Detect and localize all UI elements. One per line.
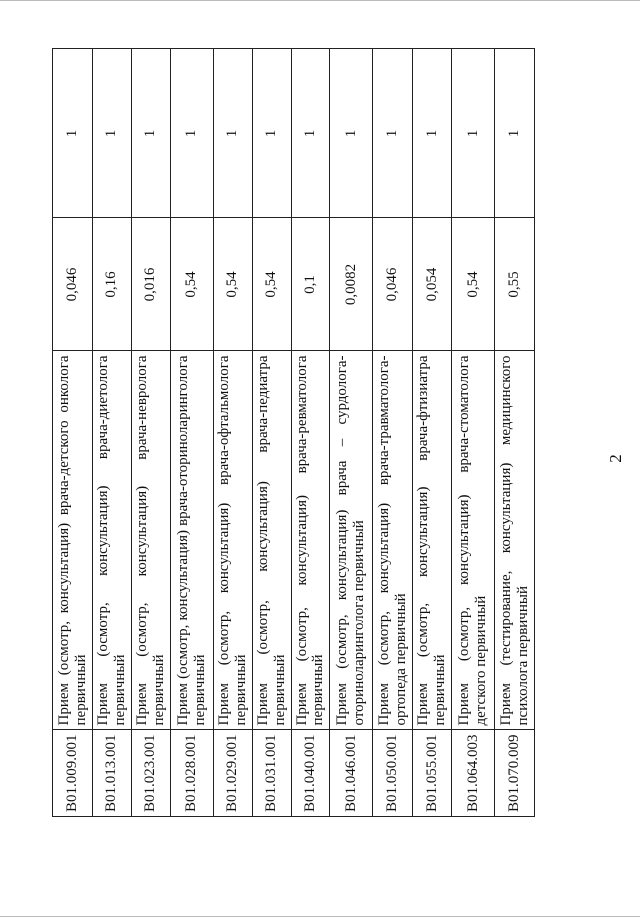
coefficient-cell: 0,55 [495,218,535,351]
service-name-cell: Прием (осмотр, консультация) врача – сурдолога-оториноларинголога первичный [330,351,373,730]
table-row [413,49,452,817]
service-code-cell: B01.070.009 [495,730,535,817]
table-row [53,49,93,817]
service-name-cell: Прием (осмотр, консультация) врача-диетолога первичный [93,351,132,730]
multiplicity-cell: 1 [373,49,413,218]
service-name-cell: Прием (осмотр, консультация) врача-стоматолога детского первичный [452,351,495,730]
multiplicity-cell: 1 [170,49,213,218]
multiplicity-cell: 1 [330,49,373,218]
service-name-cell: Прием (осмотр, консультация) врача-ревматолога первичный [291,351,330,730]
services-table [52,48,535,817]
service-name-cell: Прием (осмотр, консультация) врача-детского онколога первичный [53,351,93,730]
coefficient-cell: 0,1 [291,218,330,351]
service-name-cell: Прием (осмотр, консультация) врача-фтизиатра первичный [413,351,452,730]
multiplicity-cell: 1 [93,49,132,218]
multiplicity-cell: 1 [495,49,535,218]
service-name-cell: Прием (осмотр, консультация) врача-оториноларинголога первичный [170,351,213,730]
table-row [252,49,291,817]
services-table-body [53,49,535,817]
table-row [170,49,213,817]
service-code-cell: B01.046.001 [330,730,373,817]
coefficient-cell: 0,016 [131,218,170,351]
coefficient-cell: 0,054 [413,218,452,351]
table-row [495,49,535,817]
service-name-cell: Прием (осмотр, консультация) врача-травматолога-ортопеда первичный [373,351,413,730]
service-code-cell: B01.050.001 [373,730,413,817]
multiplicity-cell: 1 [131,49,170,218]
table-row [131,49,170,817]
table-row [330,49,373,817]
multiplicity-cell: 1 [213,49,252,218]
service-code-cell: B01.028.001 [170,730,213,817]
coefficient-cell: 0,54 [252,218,291,351]
service-code-cell: B01.031.001 [252,730,291,817]
page-edge-right [0,0,640,1]
table-row [213,49,252,817]
service-code-cell: B01.013.001 [93,730,132,817]
page-number: 2 [606,454,625,463]
coefficient-cell: 0,54 [213,218,252,351]
service-code-cell: B01.040.001 [291,730,330,817]
service-name-cell: Прием (осмотр, консультация) врача-невролога первичный [131,351,170,730]
service-code-cell: B01.023.001 [131,730,170,817]
service-name-cell: Прием (осмотр, консультация) врача-педиатра первичный [252,351,291,730]
service-name-cell: Прием (осмотр, консультация) врача-офтальмолога первичный [213,351,252,730]
service-code-cell: B01.029.001 [213,730,252,817]
coefficient-cell: 0,54 [170,218,213,351]
multiplicity-cell: 1 [252,49,291,218]
table-row [291,49,330,817]
table-row [452,49,495,817]
service-code-cell: B01.055.001 [413,730,452,817]
coefficient-cell: 0,16 [93,218,132,351]
service-code-cell: B01.064.003 [452,730,495,817]
coefficient-cell: 0,046 [53,218,93,351]
multiplicity-cell: 1 [413,49,452,218]
table-row [373,49,413,817]
multiplicity-cell: 1 [291,49,330,218]
coefficient-cell: 0,046 [373,218,413,351]
coefficient-cell: 0,0082 [330,218,373,351]
service-name-cell: Прием (тестирование, консультация) медицинского психолога первичный [495,351,535,730]
multiplicity-cell: 1 [452,49,495,218]
service-code-cell: B01.009.001 [53,730,93,817]
table-row [93,49,132,817]
coefficient-cell: 0,54 [452,218,495,351]
multiplicity-cell: 1 [53,49,93,218]
